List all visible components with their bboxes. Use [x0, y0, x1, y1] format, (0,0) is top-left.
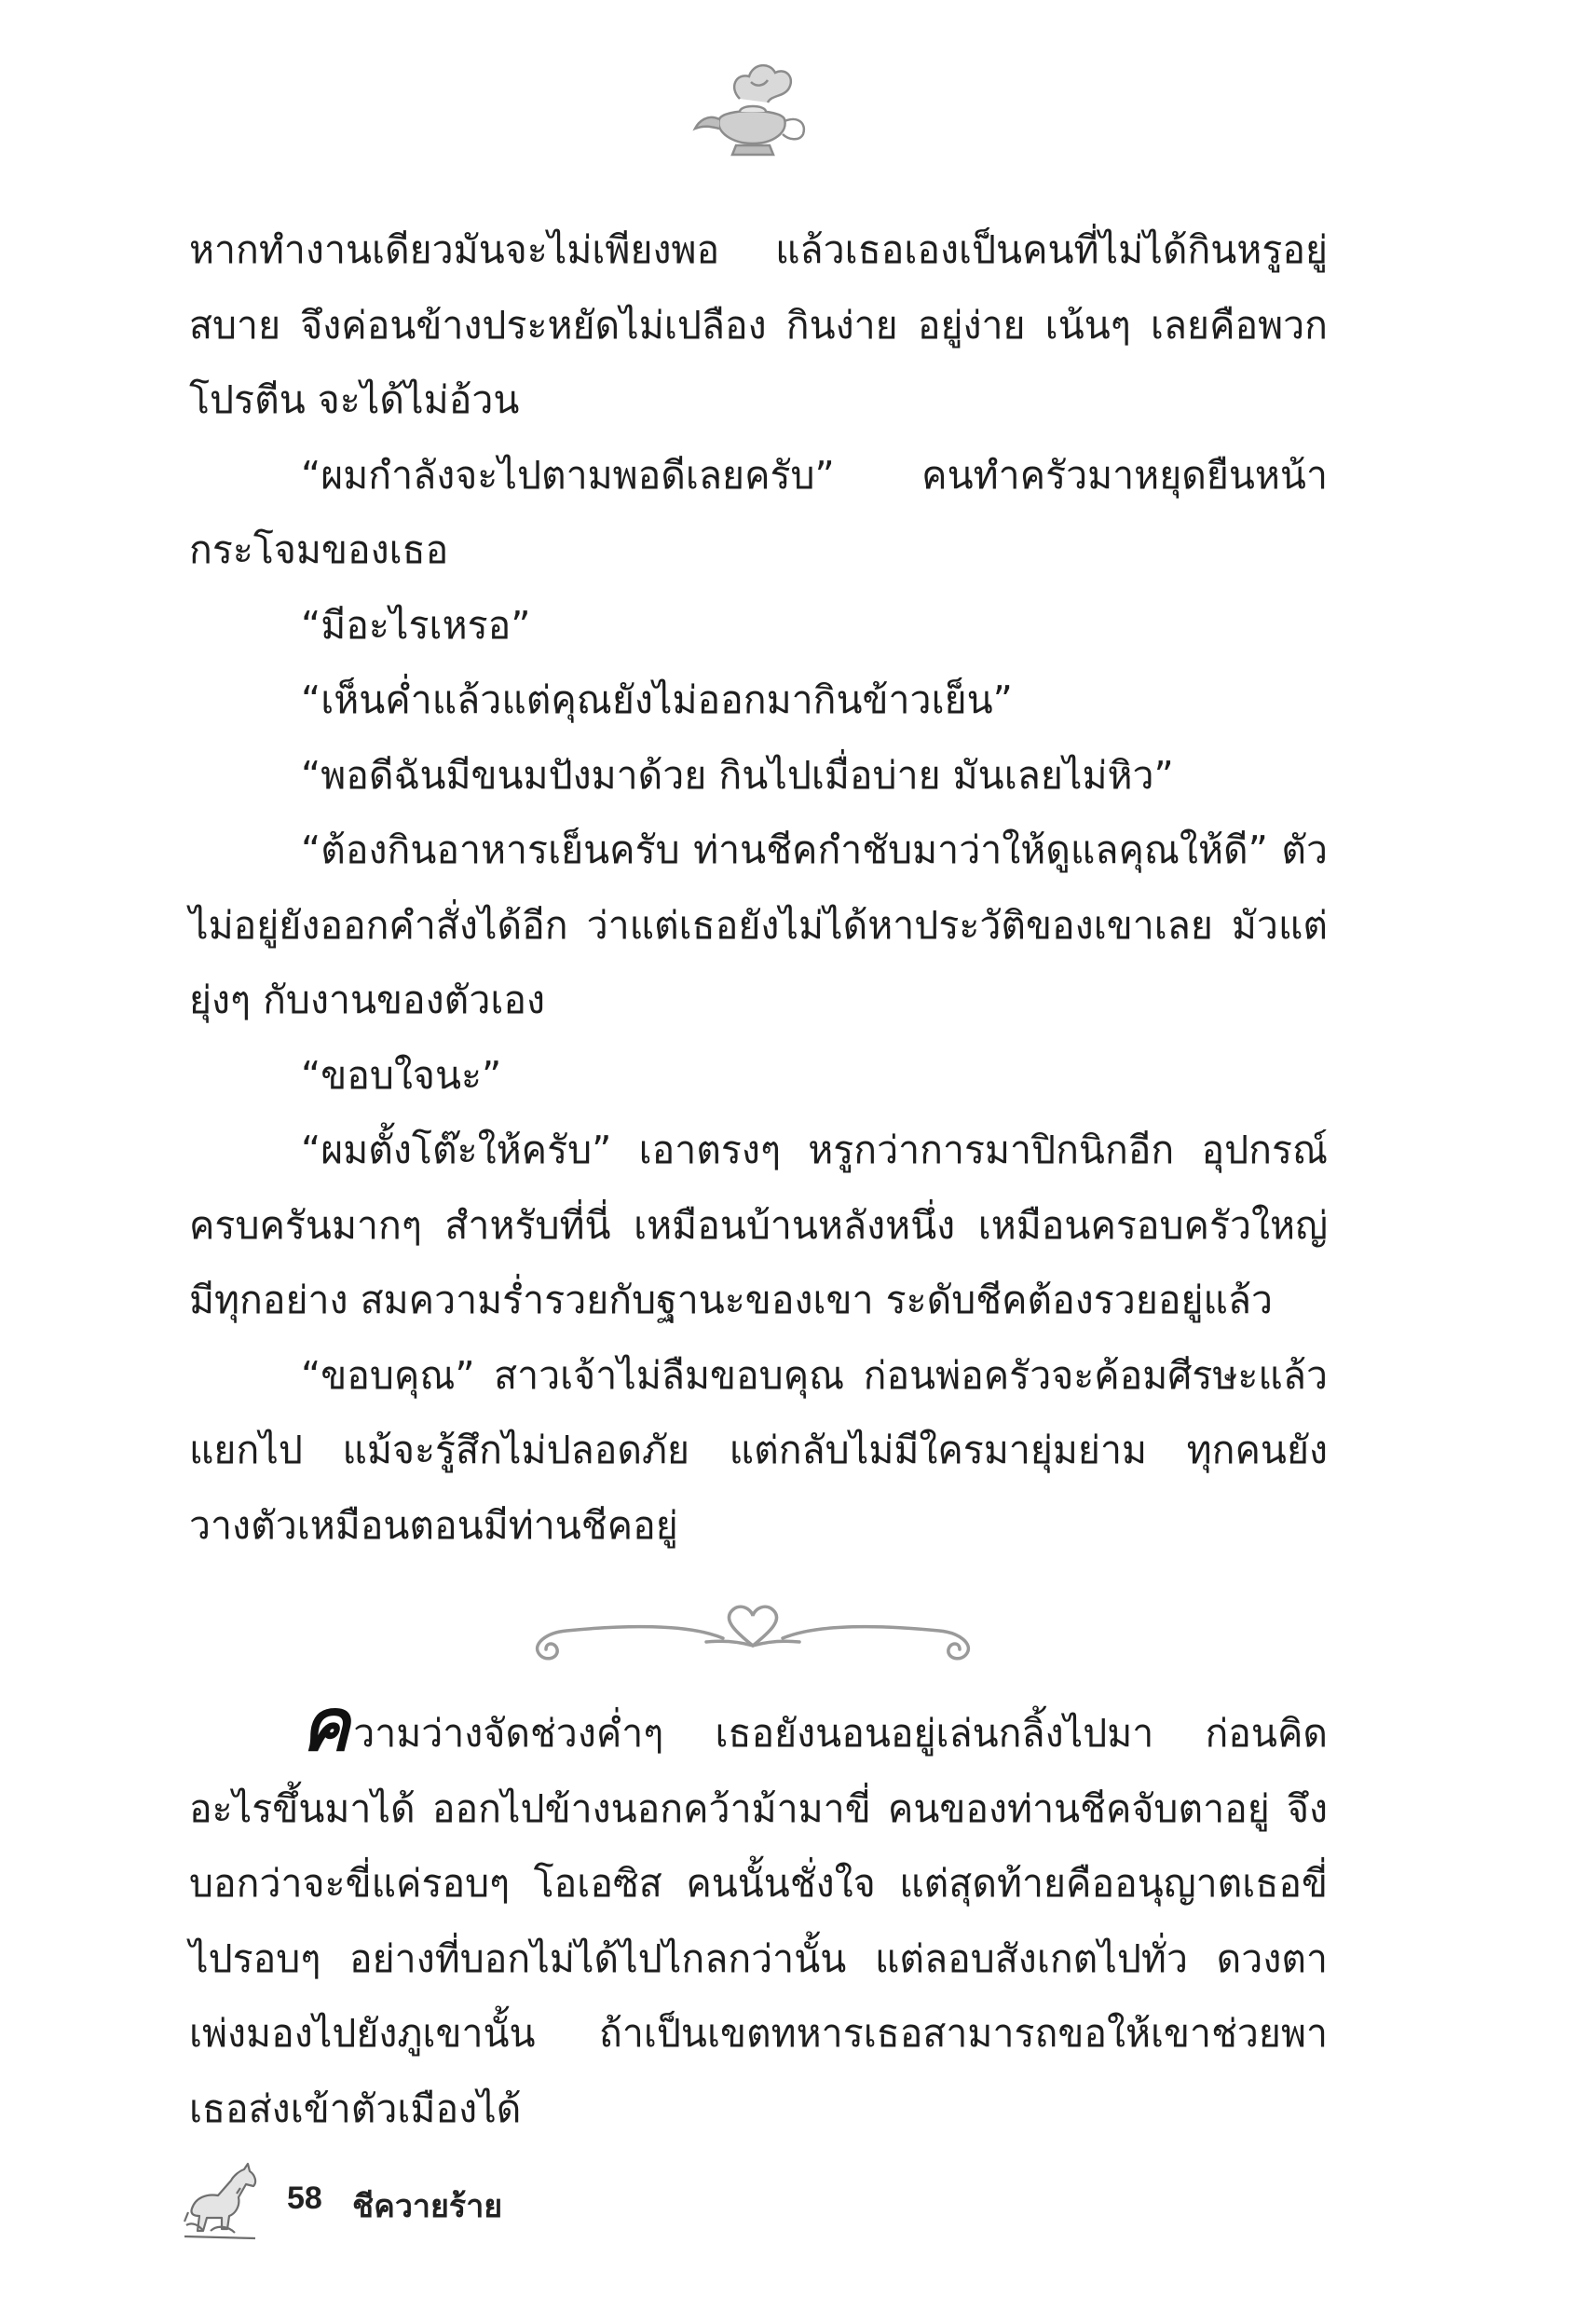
paragraph: “ต้องกินอาหารเย็นครับ ท่านชีคกำชับมาว่าให้ดูแลคุณให้ดี” ตัวไม่อยู่ยังออกคำสั่งได้อีก ว่าแต่เธอยังไม่ได้หาประวัติของเขาเลย มัวแต่ยุ่งๆ กับงานของตัวเอง — [189, 827, 1328, 1022]
paragraph: “ขอบใจนะ” — [301, 1052, 502, 1098]
section-text — [189, 1684, 1328, 2146]
drop-cap: ค — [301, 1684, 350, 1768]
body-text — [189, 212, 1328, 1563]
paragraph: “มีอะไรเหรอ” — [301, 602, 531, 648]
paragraph-text: วามว่างจัดช่วงค่ำๆ เธอยังนอนอยู่เล่นกลิ้งไปมา ก่อนคิดอะไรขึ้นมาได้ ออกไปข้างนอกคว้าม้ามาขี่ คนของท่านชีคจับตาอยู่ จึงบอกว่าจะขี่แค่รอบๆ โอเอซิส คนนั้นชั่งใจ แต่สุดท้ายคืออนุญาตเธอขี่ไปรอบๆ อย่างที่บอกไม่ได้ไปไกลกว่านั้น แต่ลอบสังเกตไปทั่ว ดวงตาเพ่งมองไปยังภูเขานั้น ถ้าเป็นเขตทหารเธอสามารถขอให้เขาช่วยพาเธอส่งเข้าตัวเมืองได้ — [189, 1711, 1328, 2131]
paragraph: “พอดีฉันมีขนมปังมาด้วย กินไปเมื่อบ่าย มันเลยไม่หิว” — [301, 752, 1174, 798]
paragraph: “ขอบคุณ” สาวเจ้าไม่ลืมขอบคุณ ก่อนพ่อครัวจะค้อมศีรษะแล้วแยกไป แม้จะรู้สึกไม่ปลอดภัย แต่กลับไม่มีใครมายุ่มย่าม ทุกคนยังวางตัวเหมือนตอนมีท่านชีคอยู่ — [189, 1352, 1328, 1548]
paragraph: หากทำงานเดียวมันจะไม่เพียงพอ แล้วเธอเองเป็นคนที่ไม่ได้กินหรูอยู่สบาย จึงค่อนข้างประหยัดไม่เปลือง กินง่าย อยู่ง่าย เน้นๆ เลยคือพวกโปรตีน จะได้ไม่อ้วน — [189, 227, 1328, 422]
horse-icon — [183, 2160, 259, 2242]
paragraph: “ผมตั้งโต๊ะให้ครับ” เอาตรงๆ หรูกว่าการมาปิกนิกอีก อุปกรณ์ครบครันมากๆ สำหรับที่นี่ เหมือนบ้านหลังหนึ่ง เหมือนครอบครัวใหญ่ มีทุกอย่าง สมความร่ำรวยกับฐานะของเขา ระดับชีคต้องรวยอยู่แล้ว — [189, 1128, 1328, 1322]
page-number: 58 — [287, 2181, 322, 2216]
paragraph: “ผมกำลังจะไปตามพอดีเลยครับ” คนทำครัวมาหยุดยืนหน้ากระโจมของเธอ — [189, 452, 1328, 572]
genie-lamp-icon — [691, 54, 812, 166]
book-title: ชีควายร้าย — [352, 2188, 503, 2225]
paragraph: “เห็นค่ำแล้วแต่คุณยังไม่ออกมากินข้าวเย็น” — [301, 677, 1013, 722]
page-footer — [183, 2160, 742, 2244]
heart-flourish-divider-icon — [511, 1584, 995, 1668]
paragraph — [189, 1684, 1328, 2146]
